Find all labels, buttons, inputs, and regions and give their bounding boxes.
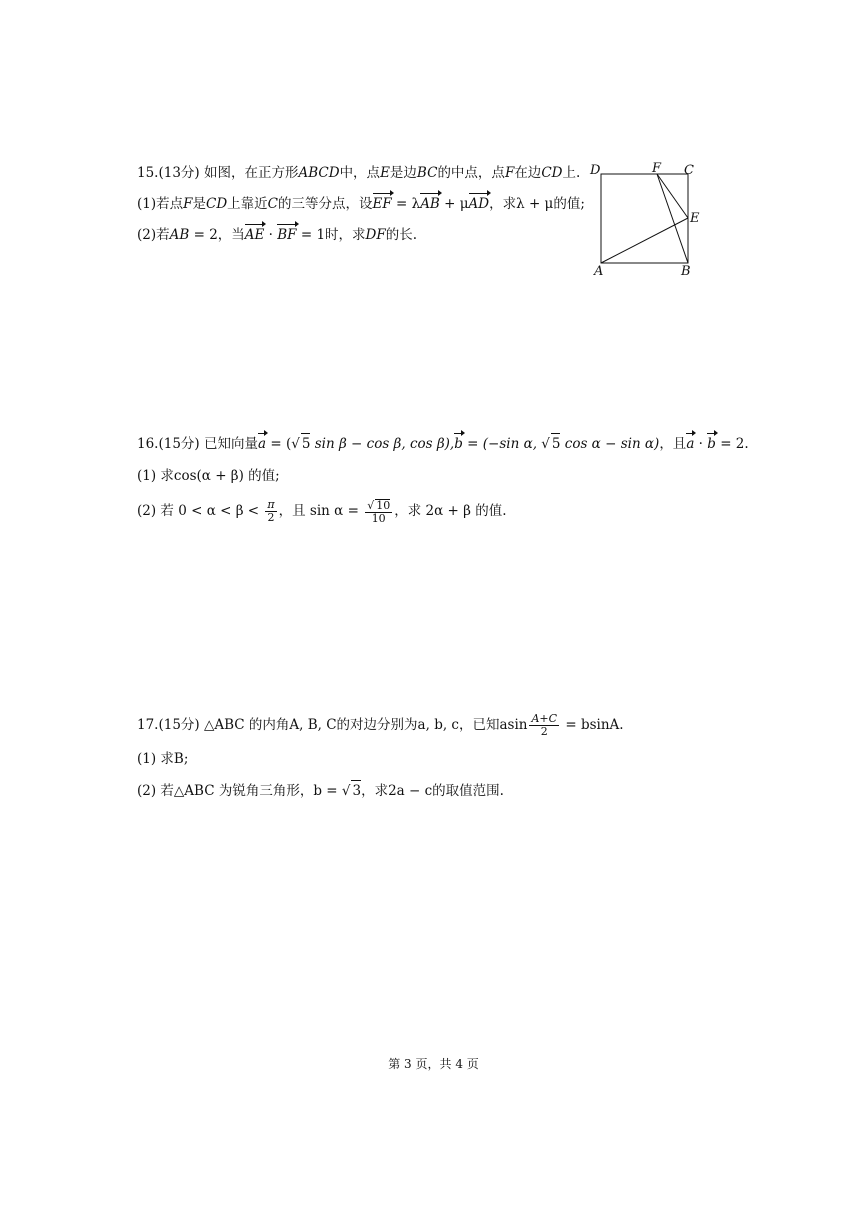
- fraction-pi-over-2: $\frac{\pi}{2}$: [267, 498, 275, 524]
- q16-stem: 16.(15分) 已知向量a = (√ 5 sin β − cos β, cos β),b = (−sin α, √ 5 cos α − sin α)，且a · b = 2.: [137, 433, 749, 454]
- label-e: E: [690, 211, 700, 226]
- label-a: A: [594, 264, 604, 279]
- q16-part2: (2) 若 0 < α < β < $\frac{\pi}{2}$ ，且 sin α = $\frac{√ 10}{10}$ ，求 2α + β 的值.: [137, 498, 507, 525]
- vector-ab: AB: [420, 196, 440, 212]
- label-b: B: [681, 264, 691, 279]
- fraction-a-plus-c-over-2: $\frac{A+C}{2}$: [531, 712, 558, 738]
- page-footer: 第 3 页，共 4 页: [388, 1057, 479, 1071]
- fraction-sqrt10-over-10: $\frac{√ 10}{10}$: [367, 498, 391, 525]
- label-c: C: [684, 163, 694, 178]
- vector-ef: EF: [372, 196, 392, 212]
- q17-part1: (1) 求B;: [137, 751, 189, 767]
- segment-fe: [657, 174, 688, 218]
- label-d: D: [590, 163, 601, 178]
- segment-ae: [601, 218, 688, 263]
- q16-part1: (1) 求cos(α + β) 的值;: [137, 468, 280, 484]
- q15-stem: 15.(13分) 如图，在正方形ABCD中，点E是边BC的中点，点F在边CD上.: [137, 165, 581, 181]
- vector-b: b: [454, 436, 463, 452]
- q15-part1: (1)若点F是CD上靠近C的三等分点，设EF = λAB + μAD，求λ + μ的值;: [137, 196, 585, 212]
- q17-part2: (2) 若△ABC 为锐角三角形，b = √ 3，求2a − c的取值范围.: [137, 780, 504, 801]
- segment-fb: [657, 174, 688, 263]
- vector-ae: AE: [244, 227, 265, 243]
- q15-part2: (2)若AB = 2，当AE · BF = 1时，求DF的长.: [137, 227, 418, 243]
- square-abcd: [601, 174, 688, 263]
- label-f: F: [652, 161, 662, 176]
- vector-bf: BF: [277, 227, 297, 243]
- q17-stem: 17.(15分) △ABC 的内角A, B, C的对边分别为a, b, c，已知asin $\frac{A+C}{2}$ = bsinA.: [137, 712, 624, 738]
- vector-ad: AD: [468, 196, 490, 212]
- vector-a: a: [257, 436, 267, 452]
